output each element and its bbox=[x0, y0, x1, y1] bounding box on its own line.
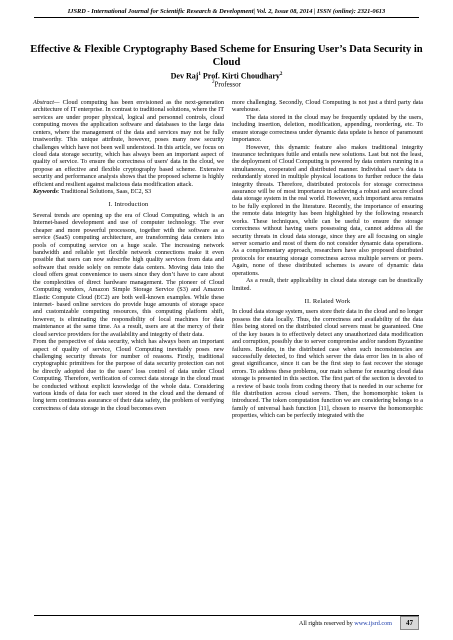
paper-title: Effective & Flexible Cryptography Based Scheme for Ensuring User’s Data Security in Cloud bbox=[30, 44, 423, 68]
footer-rights bbox=[299, 620, 392, 627]
affiliation-text: Professor bbox=[214, 80, 241, 89]
right-paragraph-2: The data stored in the cloud may be frequently updated by the users, including insertion, deletion, modification, appending, reordering, etc. To ensure storage correctness under dynamic data update is hence of paramount importance. bbox=[232, 113, 423, 144]
section-heading-related-work: II. Related Work bbox=[304, 297, 351, 305]
author-1-sup: 1 bbox=[198, 72, 201, 77]
author-2-sup: 2 bbox=[279, 72, 283, 77]
abstract-text: Cloud computing has been envisioned as the next-generation architecture of IT enterprise. In contrast to traditional solutions, where the IT services are under proper physical, logical and personnel controls, cloud computing moves the application software and databases to the large data centers, where the management of the data and services may not be fully trustworthy. This unique attribute, however, poses many new security challenges which have not been well understood. In this article, we focus on cloud data storage security, which has always been an important aspect of quality of service. To ensure the correctness of users' data in the cloud, we propose an effective and flexible cryptography based scheme. Extensive security and performance analysis shows that the proposed scheme is highly efficient and resilient against malicious data modification attack. bbox=[33, 99, 224, 188]
left-column bbox=[33, 99, 224, 412]
running-head: IJSRD - International Journal for Scientific Research & Development| Vol. 2, Issue 08, 2014 | ISSN (online): 2321-0613 bbox=[67, 8, 386, 15]
right-paragraph-4: As a result, their applicability in cloud data storage can be drastically limited. bbox=[232, 277, 423, 292]
related-work-paragraph-1: In cloud data storage system, users store their data in the cloud and no longer possess the data locally. Thus, the correctness and availability of the data files being stored on the distributed cloud servers must be guaranteed. One of the key issues is to effectively detect any unauthorized data modification and corruption, possibly due to server compromise and/or random Byzantine failures. Besides, in the distributed case when such inconsistencies are successfully detected, to find which server the data error lies in is also of great significance, since it can be the first step to fast recover the storage errors. To address these problems, our main scheme for ensuring cloud data storage is presented in this section. The first part of the section is devoted to a review of basic tools from coding theory that is needed in our scheme for file distribution across cloud servers. Then, the homomorphic token is introduced. The token computation function we are considering belongs to a family of universal hash function [11], chosen to reserve the homomorphic properties, which can be perfectly integrated with the bbox=[232, 308, 423, 420]
affiliation bbox=[30, 79, 423, 88]
footer-url-link[interactable]: www.ijsrd.com bbox=[354, 619, 392, 627]
intro-paragraph-1: Several trends are opening up the era of Cloud Computing, which is an Internet-based development and use of computer technology. The ever cheaper and more powerful processors, together with the software as a service (SaaS) computing architecture, are transforming data centers into pools of computing service on a huge scale. The increasing network bandwidth and reliable yet flexible network connections make it even possible that users can now subscribe high quality services from data and software that reside solely on remote data centers. Moving data into the cloud offers great convenience to users since they don’t have to care about the complexities of direct hardware management. The pioneer of Cloud Computing vendors, Amazon Simple Storage Service (S3) and Amazon Elastic Compute Cloud (EC2) are both well-known examples. While these internet- based online services do provide huge amounts of storage space and customizable computing resources, this computing platform shift, however, is eliminating the responsibility of local machines for data maintenance at the same time. As a result, users are at the mercy of their cloud service providers for the availability and integrity of their data. bbox=[33, 211, 224, 338]
abstract bbox=[33, 99, 224, 188]
footer-rights-text: All rights reserved by bbox=[298, 619, 355, 627]
keywords bbox=[33, 188, 224, 195]
right-paragraph-1: more challenging. Secondly, Cloud Computing is not just a third party data warehouse. bbox=[232, 99, 423, 114]
author-2: Prof. Kirti Choudhary bbox=[200, 71, 280, 81]
page-footer bbox=[299, 616, 419, 630]
author-1: Dev Raj bbox=[170, 71, 199, 81]
right-column bbox=[232, 99, 423, 420]
section-heading-introduction: I. Introduction bbox=[108, 201, 149, 209]
affiliation-sup: 2 bbox=[212, 80, 215, 85]
keywords-text: : Traditional Solutions, Saas, EC2, S3 bbox=[57, 188, 152, 196]
page-number: 47 bbox=[400, 616, 419, 630]
intro-paragraph-2: From the perspective of data security, which has always been an important aspect of quality of service, Cloud Computing inevitably poses new challenging security threats for number of reasons. Firstly, traditional cryptographic primitives for the purpose of data security protection can not be directly adopted due to the users’ loss control of data under Cloud Computing. Therefore, verification of correct data storage in the cloud must be conducted without explicit knowledge of the whole data. Considering various kinds of data for each user stored in the cloud and the demand of long term continuous assurance of their data safety, the problem of verifying correctness of data storage in the cloud becomes even bbox=[33, 338, 224, 412]
header-rule bbox=[34, 17, 419, 18]
right-paragraph-3: However, this dynamic feature also makes traditional integrity insurance techniques futile and entails new solutions. Last but not the least, the deployment of Cloud Computing is powered by data centers running in a simultaneous, cooperated and distributed manner. Individual user’s data is redundantly stored in multiple physical locations to further reduce the data integrity threats. Therefore, distributed protocols for storage correctness assurance will be of most importance in achieving a robust and secure cloud data storage system in the real world. However, such important area remains to be fully explored in the literature. Recently, the importance of ensuring the remote data integrity has been highlighted by the following research works. These techniques, while can be useful to ensure the storage correctness without having users possessing data, cannot address all the security threats in cloud data storage, since they are all focusing on single server scenario and most of them do not consider dynamic data operations. As a complementary approach, researchers have also proposed distributed protocols for ensuring storage correctness across multiple servers or peers. Again, none of these distributed schemes is aware of dynamic data operations. bbox=[232, 143, 423, 277]
abstract-label: Abstract— bbox=[33, 99, 60, 106]
keywords-label: Keywords bbox=[33, 188, 58, 196]
